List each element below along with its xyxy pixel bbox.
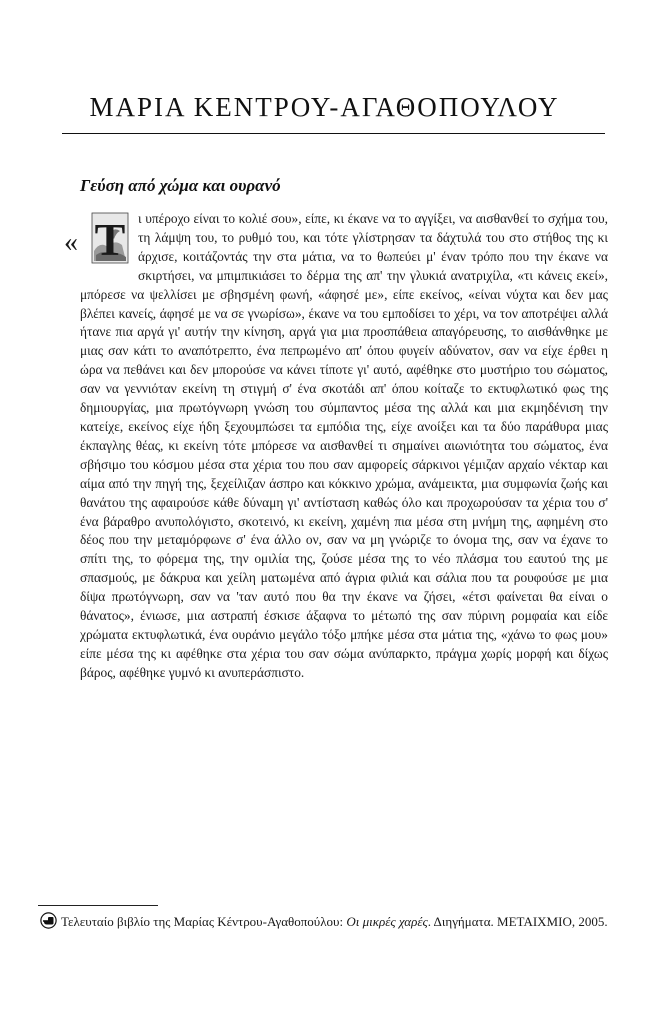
hand-pointer-icon	[40, 912, 57, 929]
story-body	[64, 210, 608, 683]
drop-cap-block	[66, 211, 132, 268]
footnote-book-title: Οι μικρές χαρές	[346, 914, 428, 929]
drop-cap-tau-icon	[90, 211, 130, 265]
story-title: Γεύση από χώμα και ουρανό	[80, 176, 281, 195]
footnote-rule	[38, 905, 158, 906]
author-heading: ΜΑΡΙΑ ΚΕΝΤΡΟΥ-ΑΓΑΘΟΠΟΥΛΟΥ	[89, 92, 560, 122]
opening-quote: «	[64, 227, 78, 258]
footnote-text-before: Τελευταίο βιβλίο της Μαρίας Κέντρου-Αγαθοπούλου:	[61, 914, 347, 929]
header-rule	[62, 133, 605, 134]
story-body-text: ι υπέροχο είναι το κολιέ σου», είπε, κι έκανε να το αγγίξει, να αισθανθεί το σχήμα του, τη λάμψη του, το ρυθμό του, και τότε γλίστρησαν τα δάχτυλά του στο στήθος της κι άρχισε, κοιτάζοντάς την στα μάτια, να το θωπεύει μ' έναν τρόπο που την έκανε να σκιρτήσει, να μπιμπικιάσει το δέρμα της απ' την γλυκιά ανατριχίλα, «τι κάνεις εκεί», μπόρεσε να ψελλίσει με σβησμένη φωνή, «άφησέ με», είπε εκείνος, «είναι νύχτα και δεν μας βλέπει κανείς, άφησέ με να σε γνωρίσω», έκανε να του εμποδίσει το χέρι, να τον αποτρέψει αλλά ήτανε πια αργά γι' αυτήν την κίνηση, αργά για μια προσπάθεια απαγόρευσης, το αισθάνθηκε με μιας σαν κάτι το αναπότρεπτο, ένα πεπρωμένο απ' όπου φυγείν αδύνατον, σαν να είχε έρθει η ώρα να πεθάνει και δεν μπορούσε να κάνει τίποτε γι' αυτό, αφέθηκε στο μυστήριο του σώματος, σαν να γεννιόταν εκείνη τη στιγμή σ' ένα σκοτάδι απ' όπου κοίταζε το εκτυφλωτικό φως της δημιουργίας, μια πρωτόγνωρη γνώση του σύμπαντος μέσα της αλλά και μια εκμηδένιση την κατείχε, εκείνος είχε ήδη ξεχουμπώσει τα εμπόδια της, είχε ανοίξει και τα δύο παράθυρα μιας έκπαγλης θέας, κι εκείνη τότε μπόρεσε να αισθανθεί τι σημαίνει αιωνιότητα του σώματος, ένα σβήσιμο του κόσμου μέσα στα χέρια του που σαν αμφορείς σάρκινοι γέμιζαν αρχαίο νέκταρ και αίμα από την πηγή της, ξεχείλιζαν άσπρο και κόκκινο χρώμα, ανάμεικτα, μια συμφωνία ζωής και θανάτου της αφαιρούσε κάθε δύναμη γι' αντίσταση καθώς όλο και προχωρούσαν τα χέρια του σ' ένα βάραθρο ανυπολόγιστο, σκοτεινό, κι εκείνη, χαμένη πια μέσα στη μνήμη της, αφημένη στο δέος που την μεταμόρφωνε σ' ένα άλλο ον, σαν να μη γνώριζε το όνομα της, σαν να έχανε το σπίτι της, το φόρεμα της, την ομιλία της, ζούσε μέσα της το νέο πλάσμα του εαυτού της με σπασμούς, με δάκρυα και χείλη ματωμένα από άγρια φιλιά και σάλια που τα ρουφούσε με μια δίψα πρωτόγνωρη, σαν να 'ταν αυτό που θα την έκανε να ζήσει, «έτσι φαίνεται θα είναι ο θάνατος», ένιωσε, μια αστραπή έσκισε άξαφνα το μέτωπό της σαν πύρινη ρομφαία και είδε χρώματα εκτυφλωτικά, ένα ουράνιο μεγάλο τόξο μπήκε μέσα στα μάτια της, «χάνω το φως μου» είπε μέσα της κι αφέθηκε στα χέρια του σαν σώμα ανύπαρκτο, πράγμα χωρίς μορφή και δίχως βάρος, αφέθηκε γυμνό κι ανυπεράσπιστο.	[80, 211, 608, 680]
footnote	[40, 912, 610, 931]
footnote-text-after: . Διηγήματα. ΜΕΤΑΙΧΜΙΟ, 2005.	[427, 914, 608, 929]
drop-cap-letter: Τ	[94, 214, 126, 265]
